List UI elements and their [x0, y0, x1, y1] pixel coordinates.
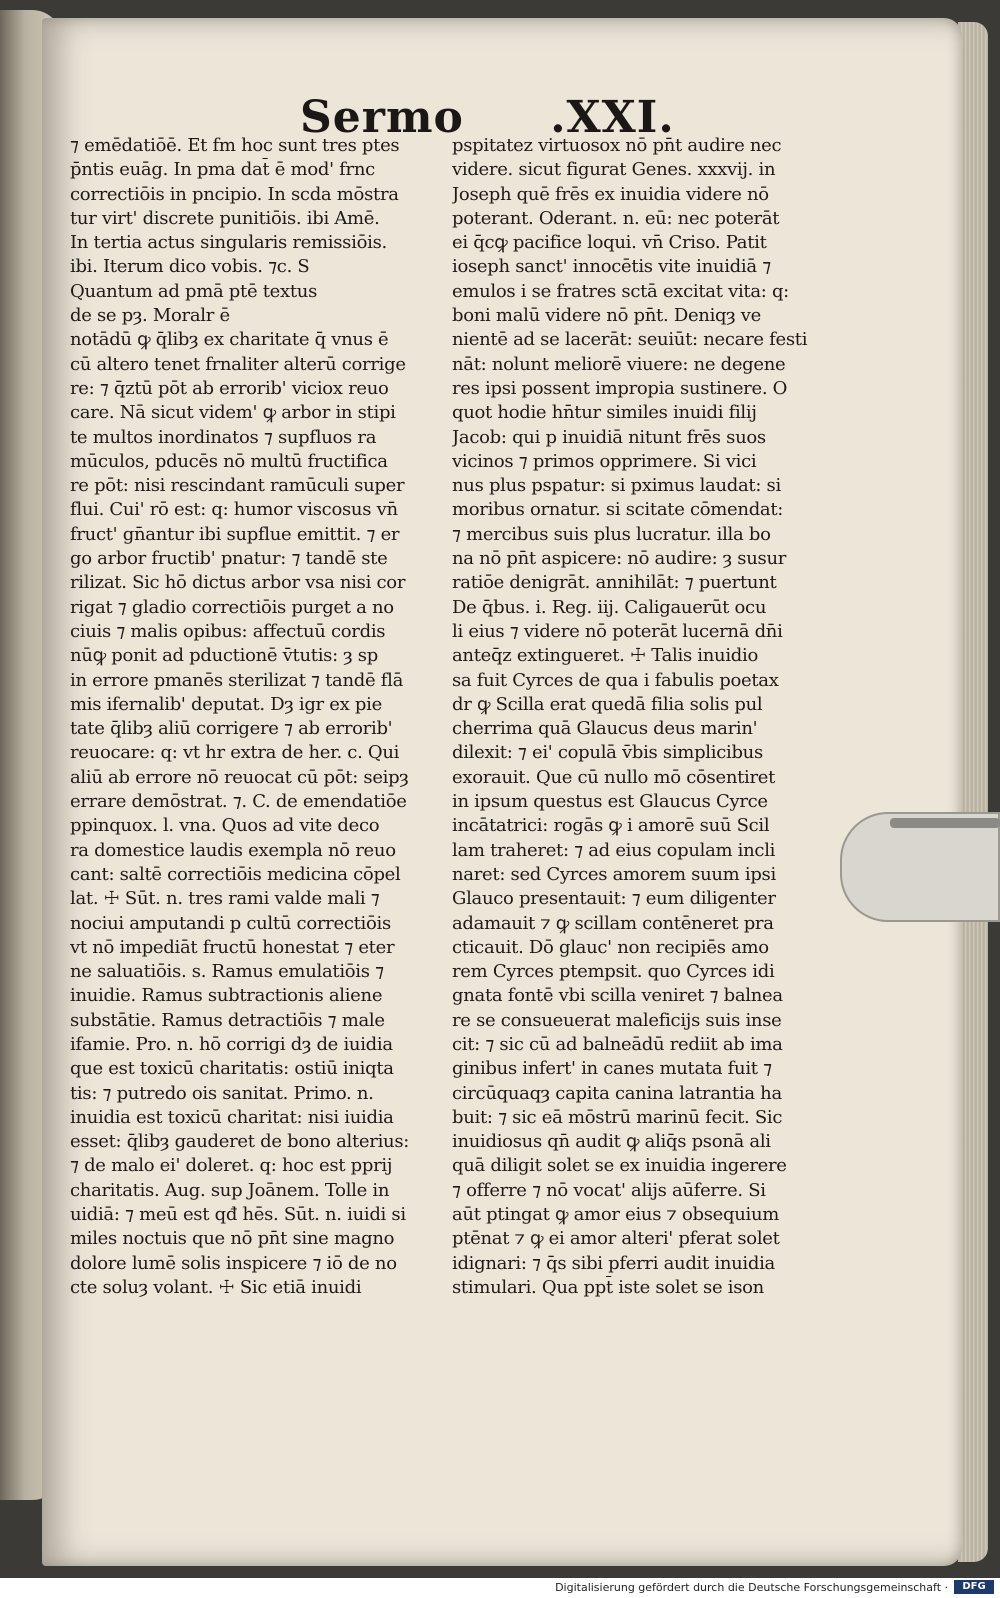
text-line: re pōt: nisi rescindant ramūculi super [70, 475, 405, 497]
page-clip [840, 812, 1000, 922]
text-line: li eius ⁊ videre nō poterāt lucernā dn̄i [452, 620, 783, 642]
text-line: emulos i se fratres sctā excitat vita: q: [452, 280, 789, 302]
text-line: ginibus infert' in canes mutata fuit ⁊ [452, 1058, 772, 1080]
text-line: nociui amputandi p cultū correctiōis [70, 912, 391, 934]
text-line: vicinos ⁊ primos opprimere. Si vici [452, 450, 757, 472]
text-line: mūculos, pducēs nō multū fructifica [70, 450, 388, 472]
text-line: te multos inordinatos ⁊ supfluos ra [70, 426, 377, 448]
text-line: in errore pmanēs sterilizat ⁊ tandē flā [70, 669, 404, 691]
text-line: incātatrici: rogās ꝙ i amorē suū Scil [452, 815, 770, 837]
text-line: ioseph sanct' innocētis vite inuidiā ⁊ [452, 256, 771, 278]
text-line: ⁊ mercibus suis plus lucratur. illa bo [452, 523, 771, 545]
text-line: que est toxicū charitatis: ostiū iniqta [70, 1058, 394, 1080]
text-line: go arbor fructib' pnatur: ⁊ tandē ste [70, 548, 388, 570]
text-line: idignari: ⁊ q̄s sibi pferri audit inuidia [452, 1252, 775, 1274]
text-line: ptēnat ⁊ ꝙ ei amor alteri' pferat solet [452, 1228, 780, 1250]
text-line: adamauit ⁊ ꝙ scillam contēneret pra [452, 912, 774, 934]
text-line: mis ifernalib' deputat. Dȝ igr ex pie [70, 693, 382, 715]
text-line: dr ꝙ Scilla erat quedā filia solis pul [452, 693, 763, 715]
text-line: videre. sicut figurat Genes. xxxvij. in [452, 159, 776, 181]
page-stack-edge [958, 22, 988, 1562]
text-line: ibi. Iterum dico vobis. ⁊c. S [70, 256, 310, 278]
text-line: ⁊ emēdatiōē. Et fm hoc sunt tres ptes [70, 135, 400, 156]
text-line: tate q̄libȝ aliū corrigere ⁊ ab errorib' [70, 718, 393, 740]
footer-credit: Digitalisierung gefördert durch die Deutsche Forschungsgemeinschaft · [555, 1581, 948, 1594]
text-line: cū altero tenet frnaliter alterū corrige [70, 353, 406, 375]
text-line: cant: saltē correctiōis medicina cōpel [70, 863, 401, 885]
text-line: buit: ⁊ sic eā mōstrū marinū fecit. Sic [452, 1106, 783, 1128]
text-line: lat. ☩ Sūt. n. tres rami valde mali ⁊ [70, 888, 380, 910]
text-line: rilizat. Sic hō dictus arbor vsa nisi cor [70, 572, 406, 594]
text-line: lam traheret: ⁊ ad eius copulam incli [452, 839, 776, 861]
text-line: Jacob: qui p inuidiā nitunt frēs suos [452, 426, 766, 448]
text-line: ratiōe denigrāt. annihilāt: ⁊ puertunt [452, 572, 777, 594]
text-line: re: ⁊ q̄ztū pōt ab errorib' viciox reuo [70, 377, 389, 399]
text-line: esset: q̄libȝ gauderet de bono alterius: [70, 1131, 410, 1153]
text-line: quā diligit solet se ex inuidia ingerere [452, 1155, 787, 1177]
text-line: rigat ⁊ gladio correctiōis purget a no [70, 596, 394, 618]
text-line: ppinquox. l. vna. Quos ad vite deco [70, 815, 380, 837]
text-line: errare demōstrat. ⁊. C. de emendatiōe [70, 791, 407, 813]
text-line: dolore lumē solis inspicere ⁊ iō de no [70, 1252, 397, 1274]
text-line: ⁊ offerre ⁊ nō vocat' alijs aūferre. Si [452, 1179, 766, 1201]
text-line: flui. Cui' rō est: q: humor viscosus vn̄ [70, 499, 398, 521]
text-line: boni malū videre nō pn̄t. Deniqȝ ve [452, 305, 762, 327]
text-line: De q̄bus. i. Reg. iij. Caligauerūt ocu [452, 596, 767, 618]
text-line: fruct' gn̄antur ibi supflue emittit. ⁊ er [70, 523, 400, 545]
text-line: inuidia est toxicū charitat: nisi iuidia [70, 1106, 394, 1128]
text-line: cticauit. Dō glauc' non recipiēs amo [452, 936, 769, 958]
text-line: circūquaqȝ capita canina latrantia ha [452, 1082, 782, 1104]
text-line: ra domestice laudis exempla nō reuo [70, 839, 396, 861]
text-line: uidiā: ⁊ meū est qđ hēs. Sūt. n. iuidi si [70, 1204, 406, 1226]
dfg-logo: DFG [954, 1580, 994, 1594]
text-line: ciuis ⁊ malis opibus: affectuū cordis [70, 620, 386, 642]
text-line: aliū ab errore nō reuocat cū pōt: seipȝ [70, 766, 409, 788]
text-line: correctiōis in pncipio. In scda mōstra [70, 183, 399, 205]
text-line: cit: ⁊ sic cū ad balneādū rediit ab ima [452, 1033, 783, 1055]
text-line: substātie. Ramus detractiōis ⁊ male [70, 1009, 385, 1031]
text-line: re se consueuerat maleficijs suis inse [452, 1009, 782, 1031]
text-line: gnata fontē vbi scilla veniret ⁊ balnea [452, 985, 783, 1007]
text-line: nūꝙ ponit ad pductionē v̄tutis: ȝ sp [70, 645, 378, 667]
page-clip-bar [890, 818, 1000, 828]
right-text-column [452, 134, 830, 1300]
text-line: quot hodie hn̄tur similes inuidi filij [452, 402, 757, 424]
text-line: exorauit. Que cū nullo mō cōsentiret [452, 766, 776, 788]
text-line: inuidiosus qn̄ audit ꝙ aliq̄s psonā ali [452, 1131, 771, 1153]
text-line: ne saluatiōis. s. Ramus emulatiōis ⁊ [70, 961, 384, 983]
text-line: Joseph quē frēs ex inuidia videre nō [452, 183, 769, 205]
text-line: miles noctuis que nō pn̄t sine magno [70, 1228, 395, 1250]
text-line: tis: ⁊ putredo ois sanitat. Primo. n. [70, 1082, 374, 1104]
text-line: rem Cyrces ptempsit. quo Cyrces idi [452, 961, 775, 983]
text-line: cherrima quā Glaucus deus marin' [452, 718, 758, 740]
text-line: in ipsum questus est Glaucus Cyrce [452, 791, 768, 813]
text-line: stimulari. Qua ppt̄ iste solet se ison [452, 1276, 764, 1298]
text-line: pspitatez virtuosox nō pn̄t audire nec [452, 135, 782, 156]
left-text-column [70, 134, 440, 1300]
text-line: aūt ptingat ꝙ amor eius ⁊ obsequium [452, 1204, 780, 1226]
text-line: In tertia actus singularis remissiōis. [70, 232, 387, 254]
text-line: naret: sed Cyrces amorem suum ipsi [452, 863, 776, 885]
text-line: ⁊ de malo ei' doleret. q: hoc est pprij [70, 1155, 393, 1177]
text-line: nus plus pspatur: si pximus laudat: si [452, 475, 781, 497]
text-line: care. Nā sicut videm' ꝙ arbor in stipi [70, 402, 396, 424]
text-line: de se pȝ. Moralr ē [70, 305, 230, 327]
text-line: na nō pn̄t aspicere: nō audire: ȝ susur [452, 548, 787, 570]
footer-bar [0, 1578, 1000, 1598]
text-line: cte soluȝ volant. ☩ Sic etiā inuidi [70, 1276, 362, 1298]
text-line: ei q̄cꝙ pacifice loqui. vn̄ Criso. Patit [452, 232, 767, 254]
text-line: reuocare: q: vt hr extra de her. c. Qui [70, 742, 400, 764]
text-line: vt nō impediāt fructū honestat ⁊ eter [70, 936, 395, 958]
text-line: res ipsi possent impropia sustinere. O [452, 377, 788, 399]
text-line: Quantum ad pmā ptē textus [70, 280, 318, 302]
text-line: anteq̄z extingueret. ☩ Talis inuidio [452, 645, 759, 667]
text-line: nāt: nolunt meliorē viuere: ne degene [452, 353, 786, 375]
text-line: charitatis. Aug. sup Joānem. Tolle in [70, 1179, 390, 1201]
text-line: inuidie. Ramus subtractionis aliene [70, 985, 383, 1007]
text-line: poterant. Oderant. n. eū: nec poterāt [452, 207, 780, 229]
title-word: Sermo [300, 92, 464, 143]
title-number: .XXI. [550, 92, 675, 143]
text-line: notādū ꝙ q̄libȝ ex charitate q̄ vnus ē [70, 329, 389, 351]
text-line: moribus ornatur. si scitate cōmendat: [452, 499, 784, 521]
text-line: nientē ad se lacerāt: seuiūt: necare festi [452, 329, 808, 351]
text-line: ifamie. Pro. n. hō corrigi dȝ de iuidia [70, 1033, 393, 1055]
text-line: dilexit: ⁊ ei' copulā v̄bis simplicibus [452, 742, 763, 764]
text-line: p̄ntis euāg. In pma dat̄ ē mod' frnc [70, 159, 375, 181]
text-line: tur virt' discrete punitiōis. ibi Amē. [70, 207, 380, 229]
text-line: Glauco presentauit: ⁊ eum diligenter [452, 888, 776, 910]
text-line: sa fuit Cyrces de qua i fabulis poetax [452, 669, 779, 691]
